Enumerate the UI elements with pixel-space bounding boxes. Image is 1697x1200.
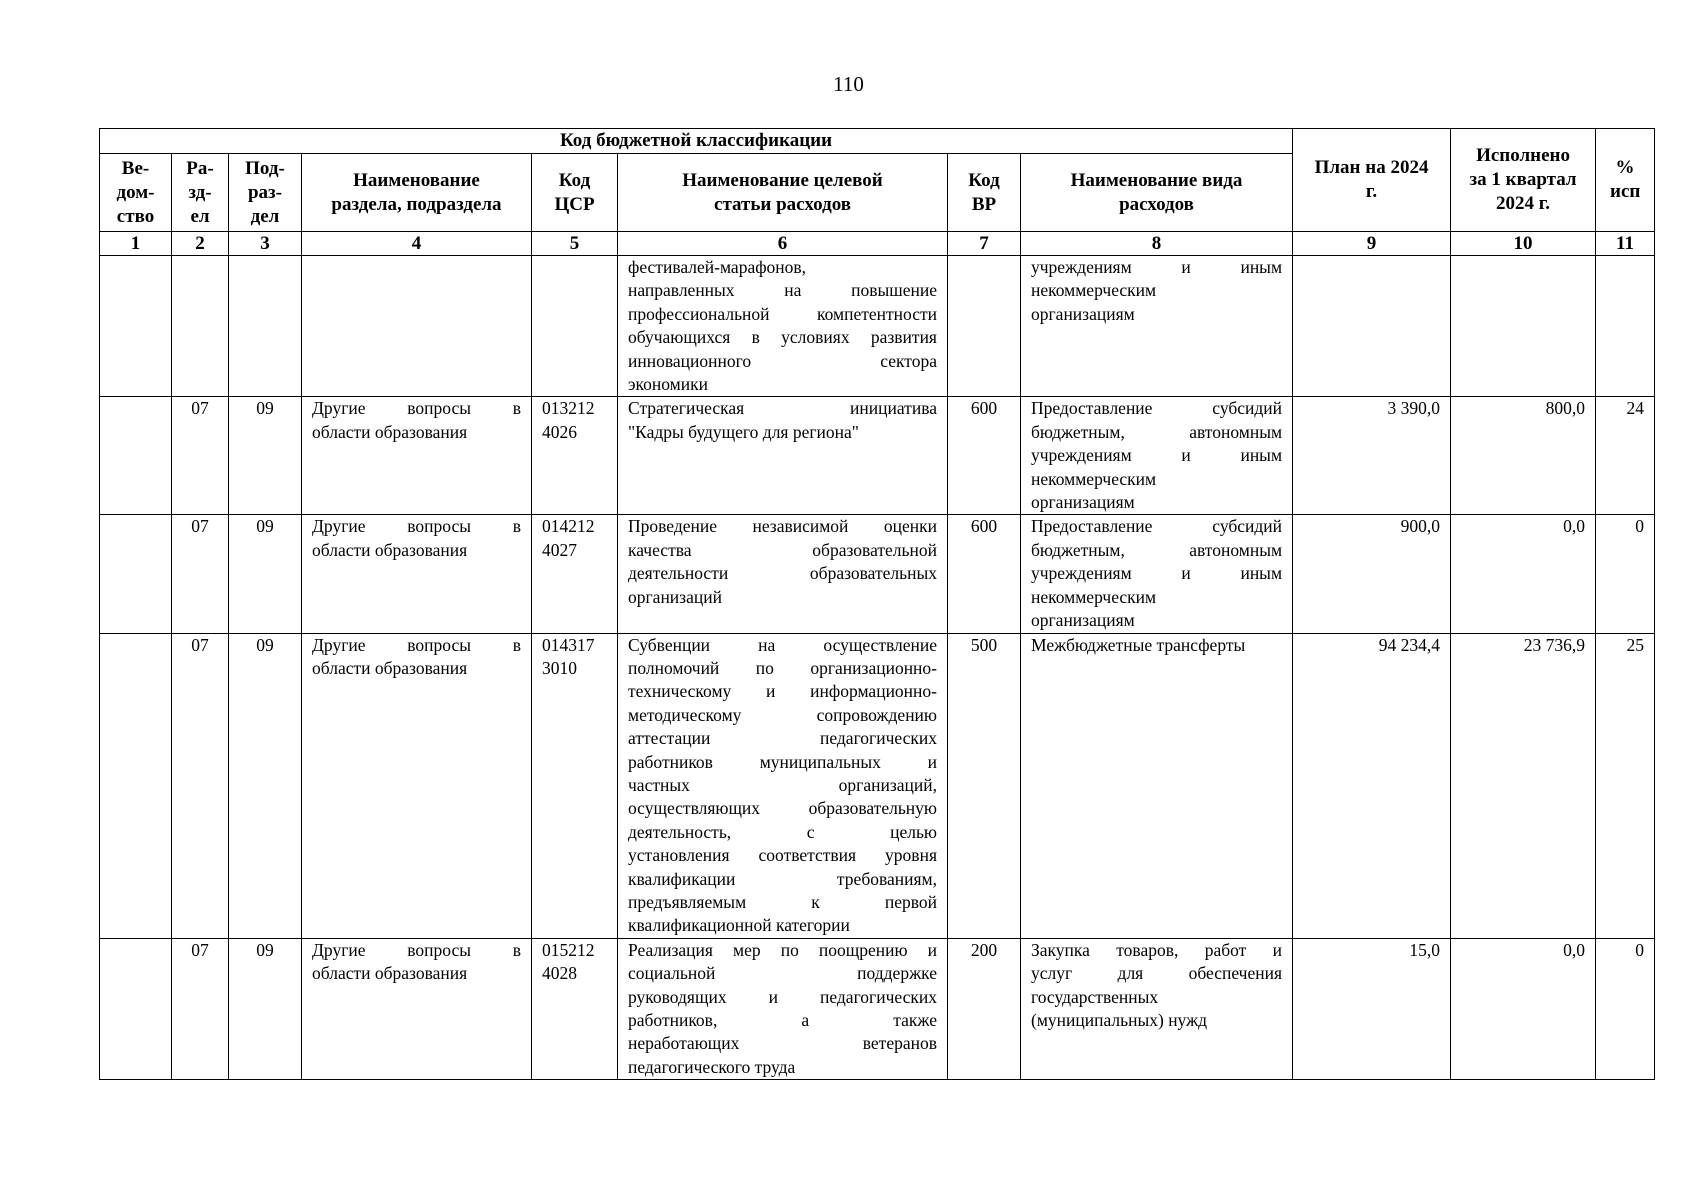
vr-name-cell-line: некоммерческим [1031,280,1157,301]
vr-name-cell-line: учреждениям и иным [1031,563,1283,584]
target-name-cell-line: Стратегическая инициатива [628,398,937,419]
razdel-name-cell-line: области образования [312,421,468,442]
vr-name-cell-line: Межбюджетные трансферты [1031,634,1246,655]
vedomstvo-cell [100,256,172,397]
vr-name-cell [1021,633,1293,938]
vr-name-cell-line: учреждениям и иным [1031,445,1283,466]
target-name-cell-line: работников муниципальных и [628,751,937,772]
col-header-razdel: Ра-зд-ел [172,154,229,232]
col-number: 8 [1021,232,1293,256]
razdel-name-cell-line: Другие вопросы в [312,634,521,655]
podrazdel-cell: 09 [229,633,302,938]
vr-name-cell [1021,397,1293,515]
col-header-plan: План на 2024 г. [1293,129,1451,232]
target-name-cell [618,938,948,1079]
target-name-cell-line: руководящих и педагогических [628,986,937,1007]
vr-name-cell-line: (муниципальных) нужд [1031,1010,1208,1030]
col-number: 6 [618,232,948,256]
plan-cell: 900,0 [1293,515,1451,633]
target-name-cell-line: деятельность, с целью [628,821,937,842]
vr-name-cell-line: некоммерческим [1031,468,1157,489]
done-cell: 0,0 [1451,515,1596,633]
target-name-cell-line: профессиональной компетентности [628,303,937,324]
done-cell: 0,0 [1451,938,1596,1079]
col-number: 11 [1596,232,1655,256]
target-name-cell [618,633,948,938]
vr-name-cell [1021,938,1293,1079]
target-name-cell-line: Субвенции на осуществление [628,634,937,655]
vr-cell: 600 [948,515,1021,633]
table-row [100,515,1655,633]
target-name-cell-line: частных организаций, [628,774,937,795]
razdel-name-cell [302,515,532,633]
done-cell: 23 736,9 [1451,633,1596,938]
pct-cell: 0 [1596,515,1655,633]
col-number: 4 [302,232,532,256]
vedomstvo-cell [100,397,172,515]
target-name-cell-line: деятельности образовательных [628,563,937,584]
razdel-name-cell-line: Другие вопросы в [312,398,521,419]
razdel-cell: 07 [172,397,229,515]
vr-name-cell-line: организациям [1031,303,1135,324]
col-header-vr: Код ВР [948,154,1021,232]
razdel-cell: 07 [172,515,229,633]
col-header-csr: Код ЦСР [532,154,618,232]
vr-name-cell [1021,515,1293,633]
col-number: 3 [229,232,302,256]
table-row [100,397,1655,515]
target-name-cell-line: инновационного сектора [628,350,937,371]
target-name-cell-line: квалификации требованиям, [628,868,937,889]
vr-name-cell-line: организациям [1031,610,1135,631]
col-number: 2 [172,232,229,256]
csr-cell [532,397,618,515]
target-name-cell-line: работников, а также [628,1010,937,1030]
col-number: 7 [948,232,1021,256]
pct-cell: 25 [1596,633,1655,938]
csr-cell-line: 013212 [542,398,595,419]
target-name-cell-line: организаций [628,586,722,607]
podrazdel-cell: 09 [229,515,302,633]
vr-name-cell-line: Закупка товаров, работ и [1031,939,1283,960]
razdel-name-cell [302,633,532,938]
csr-cell-line: 4027 [542,539,577,560]
vr-cell: 600 [948,397,1021,515]
pct-cell: 24 [1596,397,1655,515]
col-header-razdel-name: Наименование раздела, подраздела [302,154,532,232]
column-numbers-row [100,232,1655,256]
pct-cell [1596,256,1655,397]
table-row [100,256,1655,397]
table-row [100,938,1655,1079]
csr-cell [532,515,618,633]
budget-classification-header: Код бюджетной классификации [100,129,1293,154]
vr-name-cell-line: государственных [1031,986,1159,1007]
vr-name-cell-line: услуг для обеспечения [1031,963,1283,984]
target-name-cell-line: аттестации педагогических [628,728,937,749]
razdel-name-cell [302,256,532,397]
vedomstvo-cell [100,633,172,938]
col-header-pct: % исп [1596,129,1655,232]
target-name-cell-line: качества образовательной [628,539,937,560]
done-cell [1451,256,1596,397]
plan-cell: 94 234,4 [1293,633,1451,938]
target-name-cell [618,515,948,633]
target-name-cell [618,397,948,515]
target-name-cell-line: осуществляющих образовательную [628,798,937,819]
col-number: 5 [532,232,618,256]
target-name-cell-line: предъявляемым к первой [628,891,937,912]
vr-name-cell-line: Предоставление субсидий [1031,516,1283,537]
vedomstvo-cell [100,515,172,633]
vr-cell [948,256,1021,397]
target-name-cell-line: квалификационной категории [628,915,850,936]
target-name-cell-line: установления соответствия уровня [628,845,937,866]
plan-cell: 15,0 [1293,938,1451,1079]
plan-cell: 3 390,0 [1293,397,1451,515]
target-name-cell-line: Реализация мер по поощрению и [628,939,937,960]
razdel-name-cell-line: Другие вопросы в [312,516,521,537]
razdel-cell [172,256,229,397]
target-name-cell-line: экономики [628,374,708,395]
vedomstvo-cell [100,938,172,1079]
vr-name-cell-line: бюджетным, автономным [1031,539,1283,560]
razdel-name-cell-line: Другие вопросы в [312,939,521,960]
target-name-cell-line: техническому и информационно- [628,681,937,702]
csr-cell-line: 3010 [542,657,577,678]
vr-cell: 500 [948,633,1021,938]
target-name-cell-line: Проведение независимой оценки [628,516,937,537]
vr-name-cell-line: организациям [1031,492,1135,513]
col-number: 1 [100,232,172,256]
podrazdel-cell [229,256,302,397]
col-header-target-name: Наименование целевой статьи расходов [618,154,948,232]
csr-cell-line: 014317 [542,634,595,655]
plan-cell [1293,256,1451,397]
col-number: 10 [1451,232,1596,256]
csr-cell-line: 015212 [542,939,595,960]
col-header-done: Исполнено за 1 квартал 2024 г. [1451,129,1596,232]
target-name-cell-line: обучающихся в условиях развития [628,327,937,348]
razdel-name-cell-line: области образования [312,539,468,560]
col-header-podrazdel: Под-раз-дел [229,154,302,232]
razdel-name-cell [302,397,532,515]
target-name-cell-line: "Кадры будущего для региона" [628,421,859,442]
col-header-vr-name: Наименование вида расходов [1021,154,1293,232]
target-name-cell-line: социальной поддержке [628,963,937,984]
razdel-cell: 07 [172,633,229,938]
podrazdel-cell: 09 [229,938,302,1079]
col-header-vedomstvo: Ве-дом-ство [100,154,172,232]
vr-name-cell-line: учреждениям и иным [1031,257,1283,277]
budget-table [99,128,1655,1080]
target-name-cell-line: педагогического труда [628,1056,796,1077]
target-name-cell-line: методическому сопровождению [628,704,937,725]
csr-cell-line: 4026 [542,421,577,442]
vr-cell: 200 [948,938,1021,1079]
done-cell: 800,0 [1451,397,1596,515]
target-name-cell-line: направленных на повышение [628,280,937,301]
razdel-name-cell-line: области образования [312,657,468,678]
page-number: 110 [833,72,864,96]
vr-name-cell-line: бюджетным, автономным [1031,421,1283,442]
col-number: 9 [1293,232,1451,256]
csr-cell-line: 4028 [542,963,577,984]
vr-name-cell-line: некоммерческим [1031,586,1157,607]
csr-cell [532,633,618,938]
vr-name-cell [1021,256,1293,397]
table-row [100,633,1655,938]
podrazdel-cell: 09 [229,397,302,515]
razdel-name-cell [302,938,532,1079]
razdel-cell: 07 [172,938,229,1079]
pct-cell: 0 [1596,938,1655,1079]
csr-cell-line: 014212 [542,516,595,537]
target-name-cell-line: полномочий по организационно- [628,657,937,678]
csr-cell [532,256,618,397]
target-name-cell-line: фестивалей-марафонов, [628,257,807,277]
vr-name-cell-line: Предоставление субсидий [1031,398,1283,419]
razdel-name-cell-line: области образования [312,963,468,984]
target-name-cell [618,256,948,397]
csr-cell [532,938,618,1079]
target-name-cell-line: неработающих ветеранов [628,1033,937,1054]
